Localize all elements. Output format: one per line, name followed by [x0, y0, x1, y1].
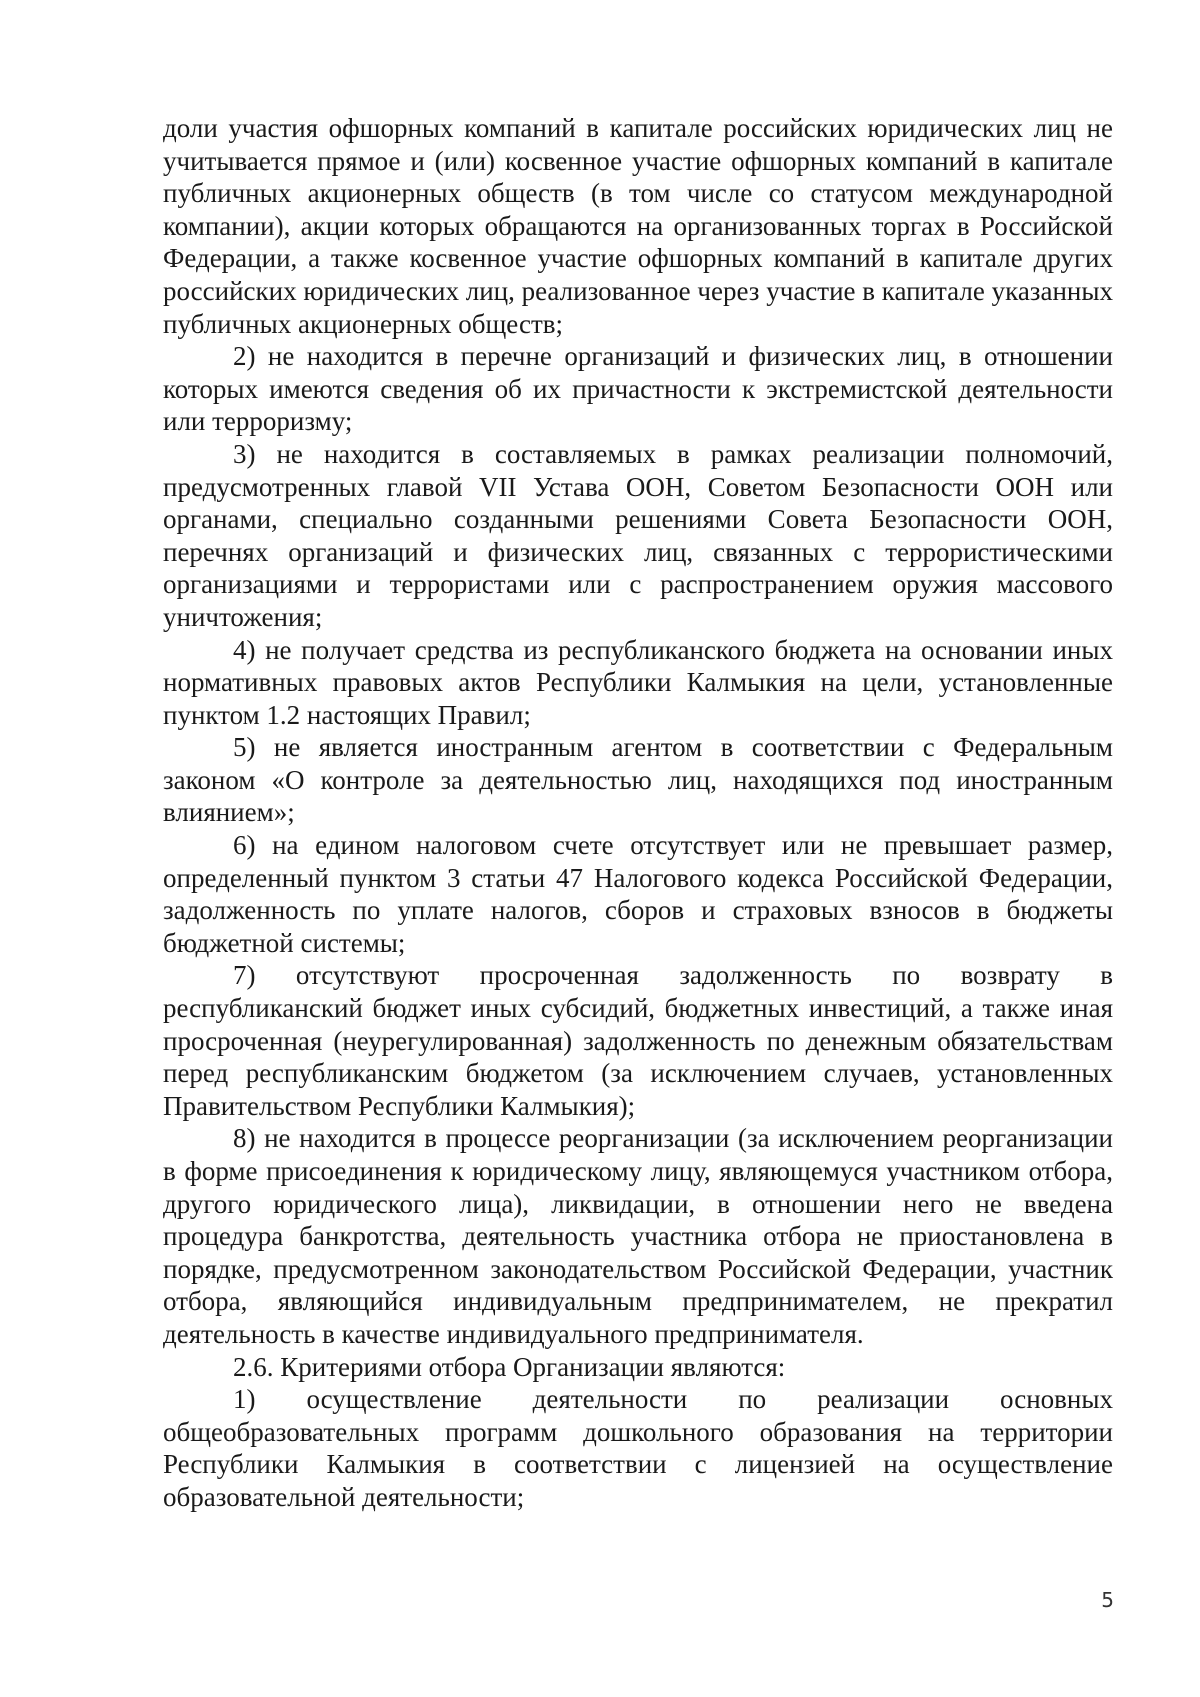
- paragraph-section-2-6: 2.6. Критериями отбора Организации являются:: [233, 1351, 786, 1382]
- paragraph-item-4: 4) не получает средства из республиканского бюджета на основании иных нормативных правовых актов Республики Калмыкия на цели, установленные пунктом 1.2 настоящих Правил;: [163, 634, 1113, 730]
- paragraph-item-3: 3) не находится в составляемых в рамках реализации полномочий, предусмотренных главой VII Устава ООН, Советом Безопасности ООН или органами, специально созданными решениями Совета Безопасности ООН, перечнях организаций и физических лиц, связанных с террористическими организациями и террористами или с распространением оружия массового уничтожения;: [163, 438, 1113, 632]
- paragraph-item-6: 6) на едином налоговом счете отсутствует или не превышает размер, определенный пунктом 3 статьи 47 Налогового кодекса Российской Федерации, задолженность по уплате налогов, сборов и страховых взносов в бюджеты бюджетной системы;: [163, 830, 1113, 958]
- page-number: 5: [1101, 1588, 1114, 1612]
- paragraph-item-2: 2) не находится в перечне организаций и физических лиц, в отношении которых имеются сведения об их причастности к экстремистской деятельности или терроризму;: [163, 341, 1113, 437]
- paragraph-offshore-share: доли участия офшорных компаний в капитале российских юридических лиц не учитывается прямое и (или) косвенное участие офшорных компаний в капитале публичных акционерных обществ (в том числе со статусом международной компании), акции которых обращаются на организованных торгах в Российской Федерации, а также косвенное участие офшорных компаний в капитале других российских юридических лиц, реализованное через участие в капитале указанных публичных акционерных обществ;: [163, 113, 1113, 339]
- paragraph-item-7: 7) отсутствуют просроченная задолженность по возврату в республиканский бюджет иных субсидий, бюджетных инвестиций, а также иная просроченная (неурегулированная) задолженность по денежным обязательствам перед республиканским бюджетом (за исключением случаев, установленных Правительством Республики Калмыкия);: [163, 960, 1113, 1121]
- paragraph-item-8: 8) не находится в процессе реорганизации (за исключением реорганизации в форме присоединения к юридическому лицу, являющемуся участником отбора, другого юридического лица), ликвидации, в отношении него не введена процедура банкротства, деятельность участника отбора не приостановлена в порядке, предусмотренном законодательством Российской Федерации, участник отбора, являющийся индивидуальным предпринимателем, не прекратил деятельность в качестве индивидуального предпринимателя.: [163, 1123, 1113, 1349]
- paragraph-criteria-item-1: 1) осуществление деятельности по реализации основных общеобразовательных программ дошкольного образования на территории Республики Калмыкия в соответствии с лицензией на осуществление образовательной деятельности;: [163, 1384, 1113, 1512]
- document-body: [163, 112, 1113, 1514]
- paragraph-item-5: 5) не является иностранным агентом в соответствии с Федеральным законом «О контроле за деятельностью лиц, находящихся под иностранным влиянием»;: [163, 732, 1113, 828]
